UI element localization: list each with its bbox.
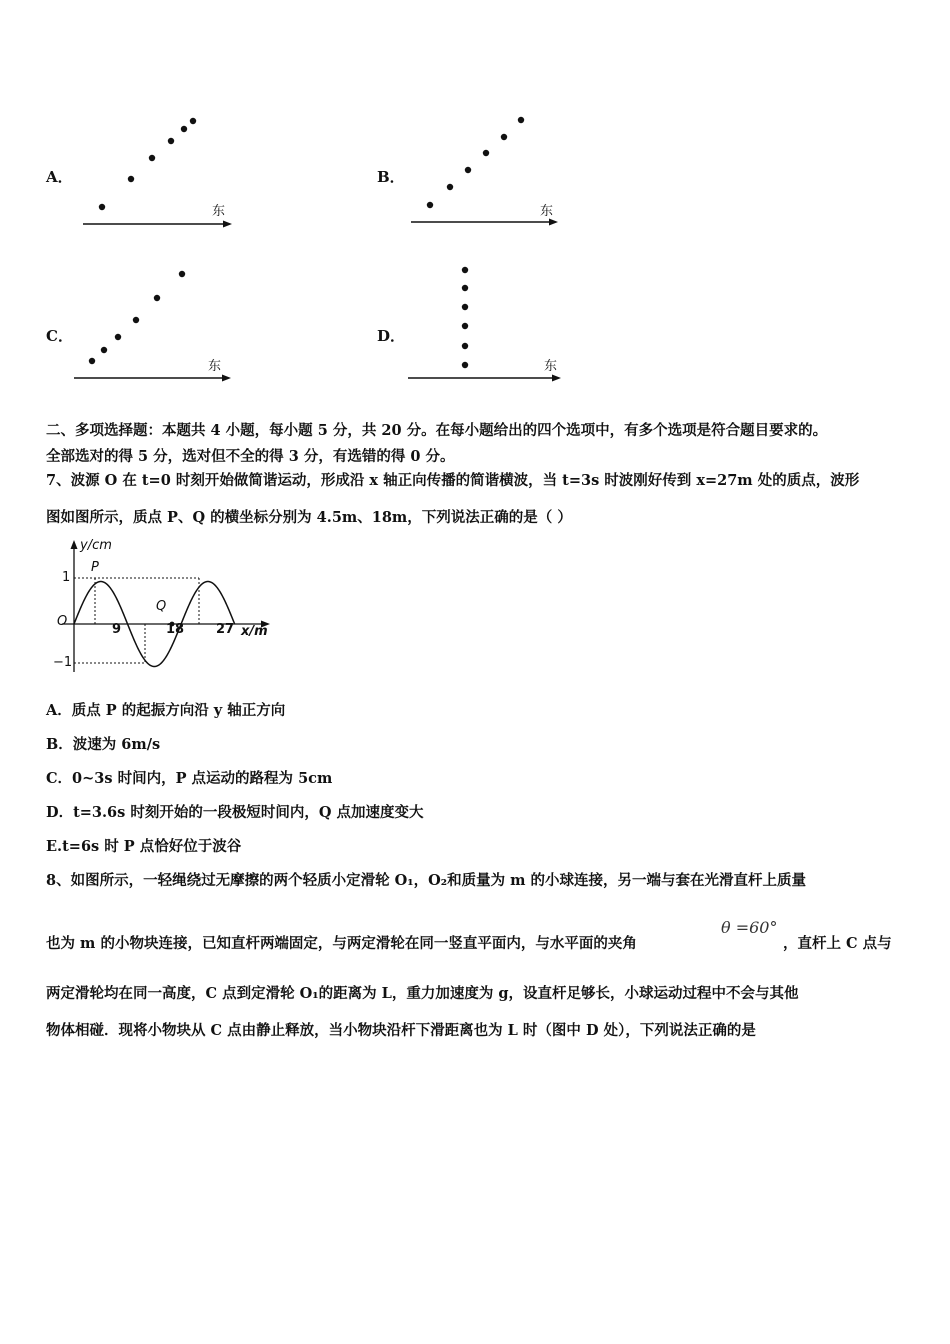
wave-graph [44,536,284,676]
q8-line4: 物体相碰．现将小物块从 C 点由静止释放，当小物块沿杆下滑距离也为 L 时（图中 D 处），下列说法正确的是 [46,1022,756,1039]
x-tick-18: 18 [166,622,185,637]
option-d-label: D． [377,327,406,345]
option-d-figure [405,262,565,387]
option-a-label: A． [46,168,73,186]
section2-line1: 二、多项选择题：本题共 4 小题，每小题 5 分，共 20 分。在每小题给出的四个选项中，有多个选项是符合题目要求的。 [46,422,828,439]
q8-line2b: ，直杆上 C 点与 [783,935,892,952]
q7-line2: 图如图所示，质点 P、Q 的横坐标分别为 4.5m、18m，下列说法正确的是（ ） [46,509,572,526]
x-axis-label: x/m [241,624,268,639]
option-b-east: 东 [540,204,554,219]
q7-option-e: E.t=6s 时 P 点恰好位于波谷 [46,838,242,855]
option-b-label: B． [377,168,405,186]
q8-line3: 两定滑轮均在同一高度，C 点到定滑轮 O₁的距离为 L，重力加速度为 g，设直杆足够长，小球运动过程中不会与其他 [46,985,799,1002]
point-q-label: Q [156,599,167,614]
option-a-east: 东 [212,204,226,219]
q7-option-a: A．质点 P 的起振方向沿 y 轴正方向 [46,702,286,719]
q8-line1: 8、如图所示，一轻绳绕过无摩擦的两个轻质小定滑轮 O₁，O₂和质量为 m 的小球连接，另一端与套在光滑直杆上质量 [46,872,807,889]
y-axis-label: y/cm [80,538,112,553]
q7-line1: 7、波源 O 在 t=0 时刻开始做简谐运动，形成沿 x 轴正向传播的简谐横波，当 t=3s 时波刚好传到 x=27m 处的质点，波形 [46,472,860,489]
x-tick-27: 27 [216,622,235,637]
x-tick-9: 9 [112,622,122,637]
option-c-east: 东 [208,359,222,374]
q7-option-d: D．t=3.6s 时刻开始的一段极短时间内，Q 点加速度变大 [46,804,424,821]
section2-line2: 全部选对的得 5 分，选对但不全的得 3 分，有选错的得 0 分。 [46,448,455,465]
theta-formula: θ =60° [721,918,778,937]
y-tick-1: 1 [62,570,71,585]
y-tick-minus-1: −1 [53,655,73,670]
point-p-label: P [91,560,99,575]
q7-option-b: B．波速为 6m/s [46,736,161,753]
q7-option-c: C．0~3s 时间内，P 点运动的路程为 5cm [46,770,333,787]
q8-line2a: 也为 m 的小物块连接，已知直杆两端固定，与两定滑轮在同一竖直平面内，与水平面的夹角 [46,935,637,952]
origin-label: O [57,614,68,629]
option-d-east: 东 [544,359,558,374]
option-c-label: C． [46,327,73,345]
